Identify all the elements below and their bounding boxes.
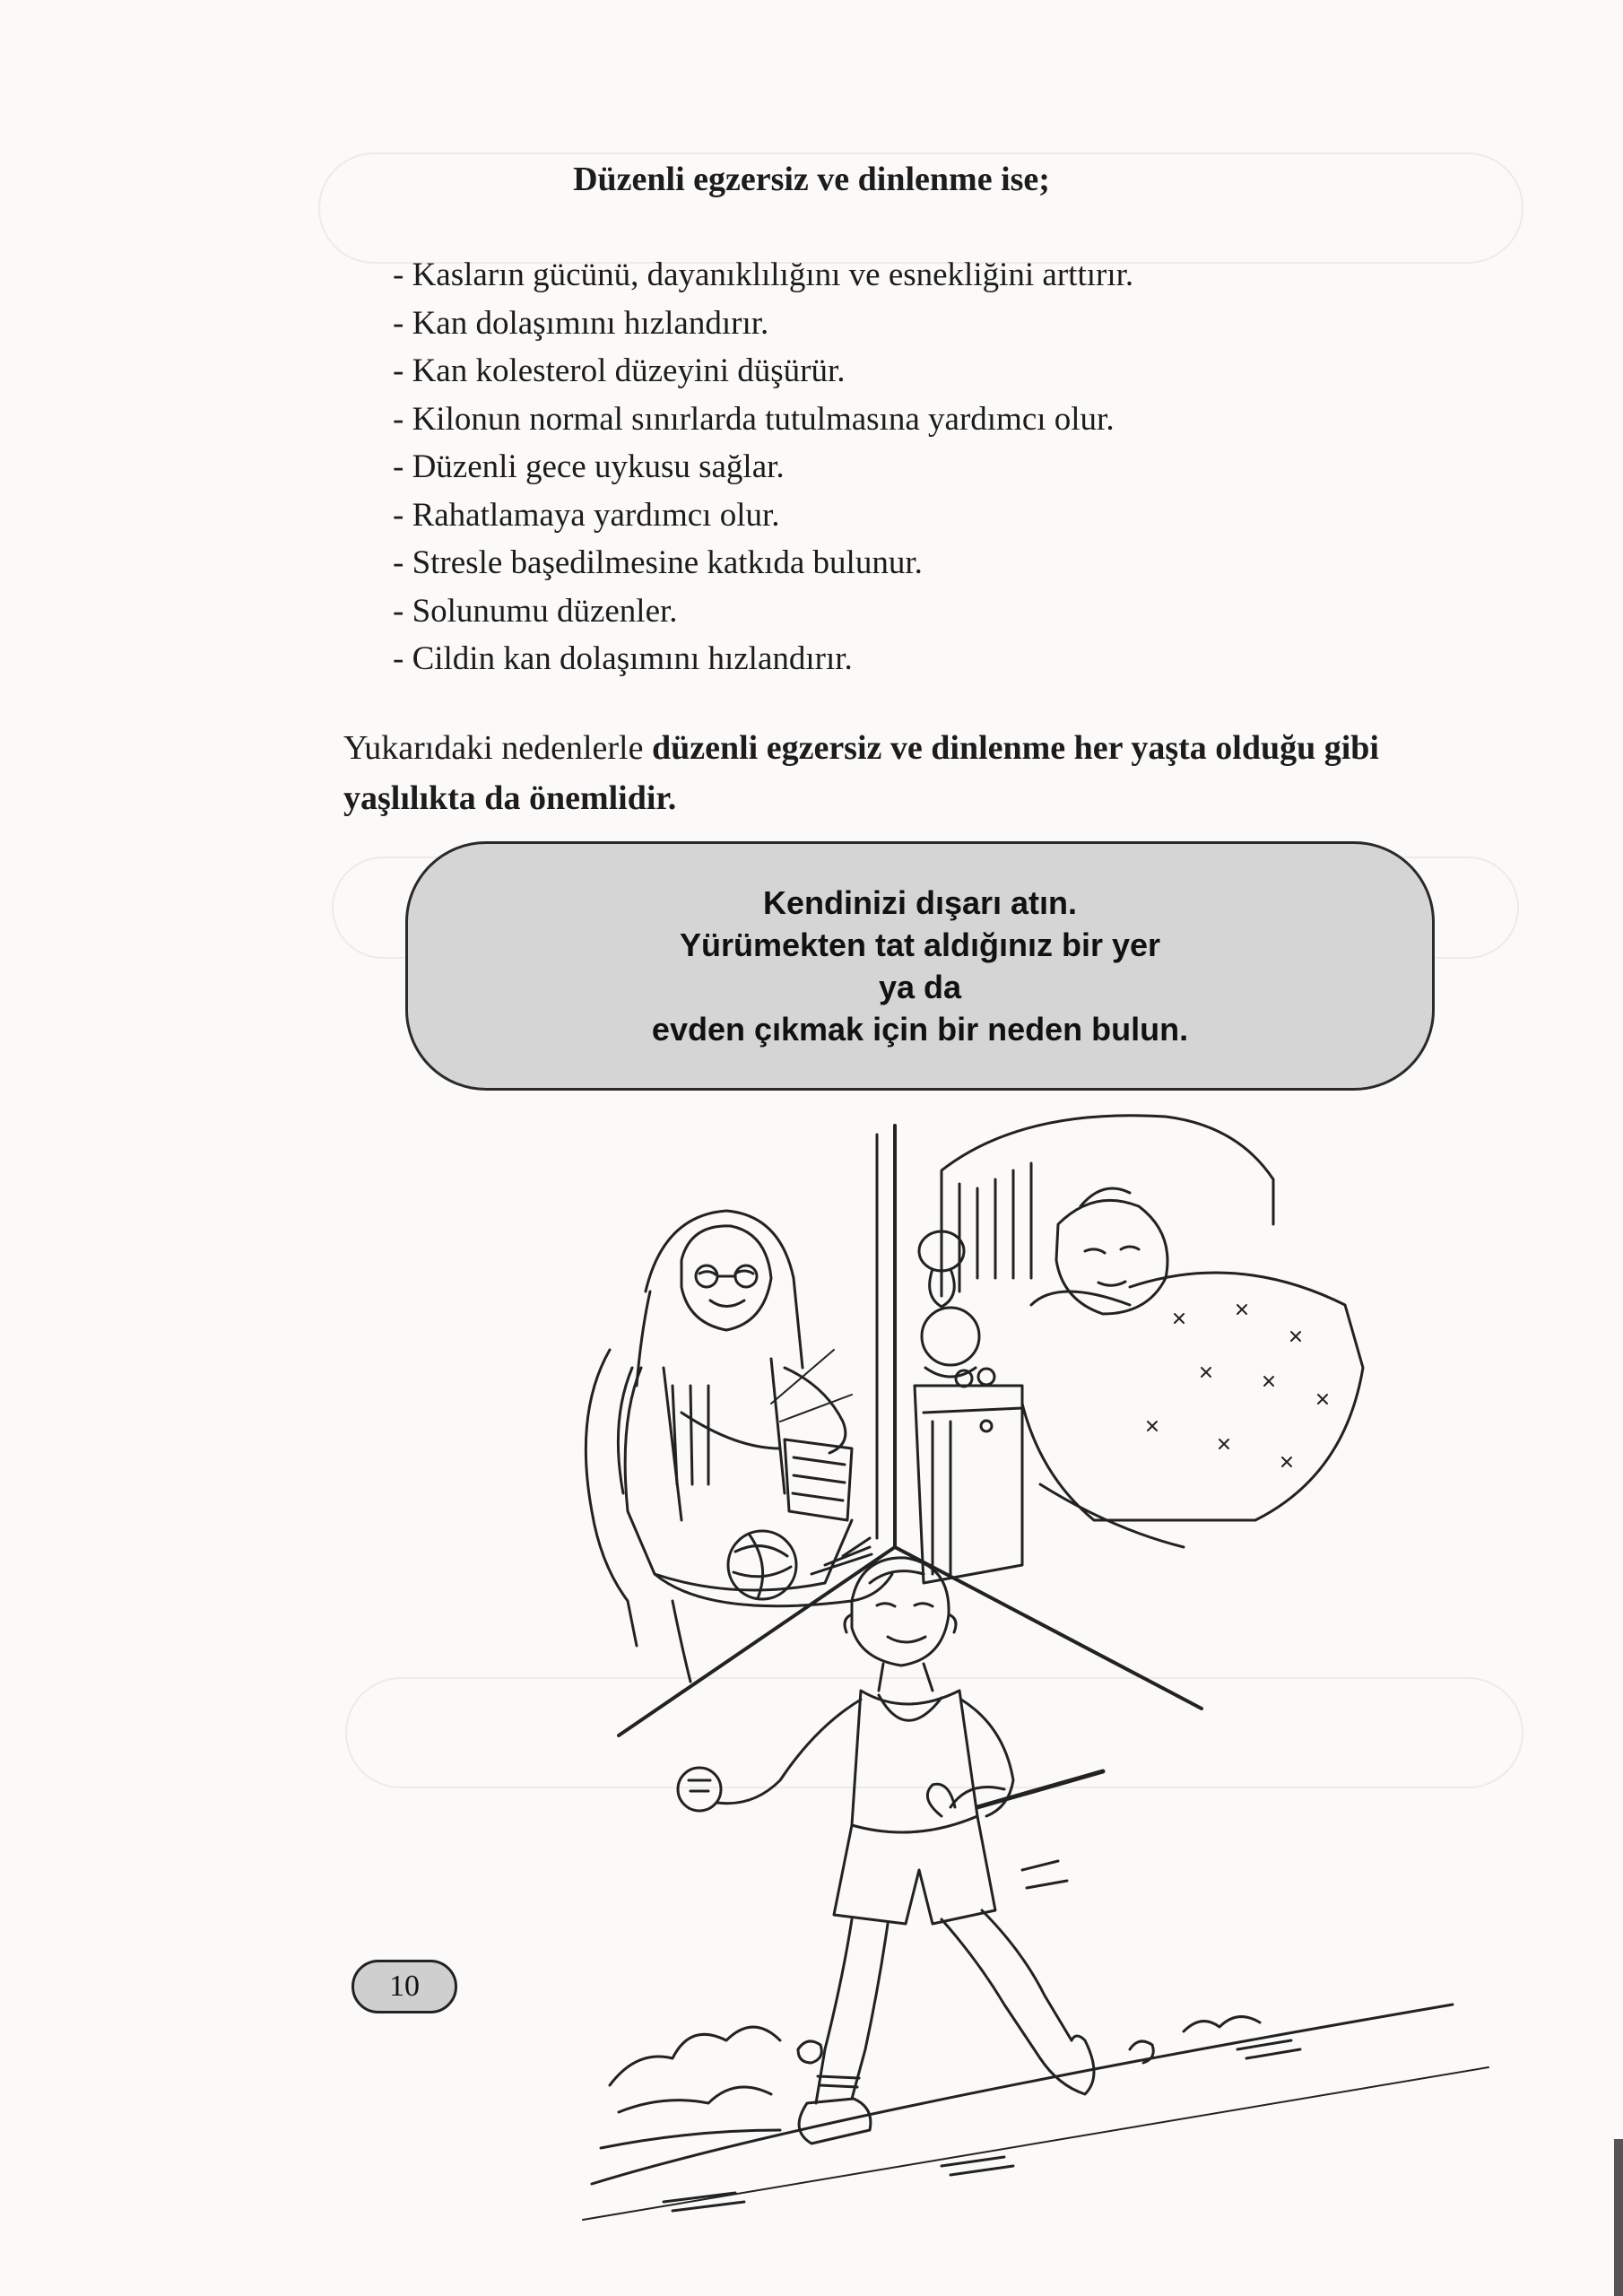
benefits-list	[393, 251, 1133, 683]
callout-line: Kendinizi dışarı atın.	[762, 884, 1078, 921]
list-item: - Solunumu düzenler.	[393, 592, 678, 630]
page-edge-shadow	[1614, 2139, 1623, 2296]
section-heading: Düzenli egzersiz ve dinlenme ise;	[573, 161, 1050, 198]
conclusion-text: Yukarıdaki nedenlerle	[343, 729, 652, 767]
blanket-pattern	[1148, 1305, 1327, 1466]
page-number: 10	[352, 1960, 457, 2013]
list-item: - Rahatlamaya yardımcı olur.	[393, 496, 780, 534]
grandparent-sleeping-in-bed	[915, 1116, 1363, 1583]
callout-line: evden çıkmak için bir neden bulun.	[651, 1011, 1189, 1048]
advice-callout	[405, 841, 1435, 1091]
list-item: - Kan dolaşımını hızlandırır.	[393, 304, 769, 342]
garden-path	[583, 2005, 1488, 2220]
callout-line: ya da	[878, 969, 962, 1005]
list-item: - Stresle başedilmesine katkıda bulunur.	[393, 544, 923, 581]
elderly-man-walking-with-cane	[678, 1558, 1103, 2144]
conclusion-emphasis: düzenli egzersiz ve dinlenme her yaşta olduğu gibi yaşlılıkta da önemlidir.	[343, 729, 1379, 817]
list-item: - Düzenli gece uykusu sağlar.	[393, 448, 785, 485]
knitting-grandmother	[586, 1211, 892, 1682]
elderly-people-illustration	[556, 1099, 1560, 2238]
list-item: - Cildin kan dolaşımını hızlandırır.	[393, 640, 853, 677]
conclusion-paragraph	[343, 723, 1500, 823]
list-item: - Kan kolesterol düzeyini düşürür.	[393, 352, 846, 389]
callout-line: Yürümekten tat aldığınız bir yer	[679, 926, 1161, 963]
list-item: - Kilonun normal sınırlarda tutulmasına yardımcı olur.	[393, 400, 1115, 438]
list-item: - Kasların gücünü, dayanıklılığını ve esnekliğini arttırır.	[393, 257, 1134, 293]
